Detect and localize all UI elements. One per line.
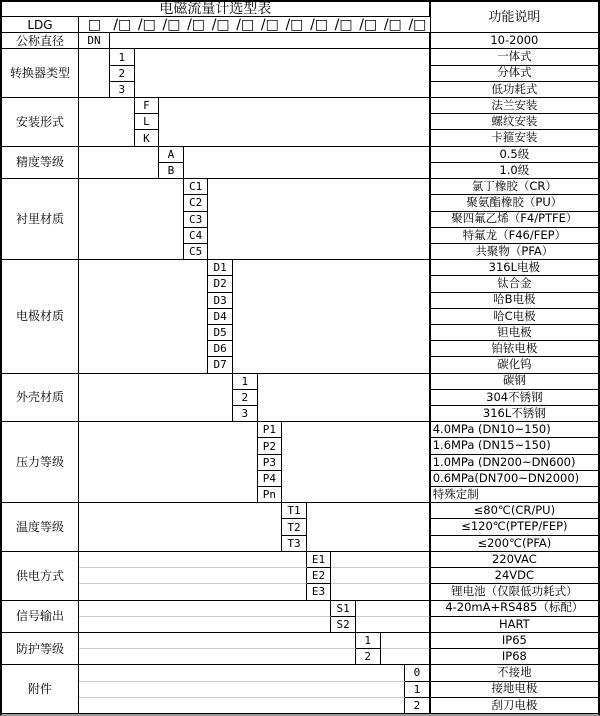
option-desc-cell: 铂铱电极 <box>430 341 598 357</box>
option-desc-cell: ≤120℃(PTEP/FEP) <box>430 519 598 535</box>
option-code-cell: P4 <box>258 471 283 487</box>
filler-cell <box>208 179 429 260</box>
option-code-cell: P3 <box>258 455 283 471</box>
filler-cell <box>79 568 307 584</box>
option-code-cell: K <box>135 130 160 146</box>
option-code-cell: Pn <box>258 487 283 503</box>
option-desc-cell: 锂电池（仅限低功耗式） <box>430 584 598 600</box>
filler-cell <box>79 649 356 665</box>
group-label: 精度等级 <box>2 147 79 179</box>
filler-cell <box>110 33 430 49</box>
option-desc-cell: 哈C电极 <box>430 309 598 325</box>
model-code-box: /□ <box>381 17 406 33</box>
option-code-cell: 1 <box>405 682 430 698</box>
filler-cell <box>79 422 258 503</box>
option-desc-cell: 1.6MPa (DN15~150) <box>430 438 598 454</box>
group-label: 信号输出 <box>2 601 79 633</box>
option-desc-cell: 碳钢 <box>430 374 598 390</box>
filler-cell <box>79 374 233 423</box>
group-label: 温度等级 <box>2 503 79 552</box>
group-label: 电极材质 <box>2 260 79 373</box>
filler-cell <box>79 633 356 649</box>
option-desc-cell: 10-2000 <box>430 33 598 49</box>
group-label: 外壳材质 <box>2 374 79 423</box>
option-code-cell: 0 <box>405 665 430 681</box>
model-code-box: /□ <box>208 17 233 33</box>
option-desc-cell: 刮刀电极 <box>430 698 598 714</box>
group-label: 公称直径 <box>2 33 79 49</box>
filler-cell <box>331 584 429 600</box>
filler-cell <box>79 552 307 568</box>
option-code-cell: D7 <box>208 357 233 373</box>
filler-cell <box>79 147 159 179</box>
option-desc-cell: 316L电极 <box>430 260 598 276</box>
option-desc-cell: IP65 <box>430 633 598 649</box>
filler-cell <box>79 665 405 681</box>
filler-cell <box>258 374 430 423</box>
filler-cell <box>356 617 430 633</box>
option-desc-cell: 特氟龙（F46/FEP） <box>430 228 598 244</box>
option-desc-cell: 316L不锈钢 <box>430 406 598 422</box>
group-label: 安装形式 <box>2 98 79 147</box>
model-code-box: /□ <box>258 17 283 33</box>
option-code-cell: 1 <box>356 633 381 649</box>
option-desc-cell: 特殊定制 <box>430 487 598 503</box>
model-code-box: /□ <box>184 17 209 33</box>
option-desc-cell: 聚四氟乙烯（F4/PTFE） <box>430 212 598 228</box>
filler-cell <box>79 503 282 552</box>
filler-cell <box>79 601 331 617</box>
option-code-cell: C3 <box>184 212 209 228</box>
option-desc-cell: 1.0级 <box>430 163 598 179</box>
option-code-cell: D2 <box>208 276 233 292</box>
option-desc-cell: 4-20mA+RS485（标配） <box>430 601 598 617</box>
filler-cell <box>307 503 430 552</box>
option-code-cell: 2 <box>110 66 135 82</box>
option-code-cell: 2 <box>233 390 258 406</box>
option-code-cell: C2 <box>184 195 209 211</box>
option-code-cell: D6 <box>208 341 233 357</box>
option-desc-cell: 卡箍安装 <box>430 130 598 146</box>
filler-cell <box>331 568 429 584</box>
option-code-cell: D4 <box>208 309 233 325</box>
option-desc-cell: 一体式 <box>430 49 598 65</box>
option-desc-cell: 螺纹安装 <box>430 114 598 130</box>
model-code-box: □ <box>79 17 110 33</box>
option-desc-cell: 低功耗式 <box>430 82 598 98</box>
option-code-cell: D5 <box>208 325 233 341</box>
option-code-cell: E1 <box>307 552 332 568</box>
option-code-cell: 1 <box>233 374 258 390</box>
option-code-cell: 2 <box>356 649 381 665</box>
option-code-cell: C4 <box>184 228 209 244</box>
option-desc-cell: IP68 <box>430 649 598 665</box>
filler-cell <box>331 552 429 568</box>
model-code-box: /□ <box>110 17 135 33</box>
option-code-cell: T1 <box>282 503 307 519</box>
option-code-cell: P1 <box>258 422 283 438</box>
option-desc-cell: 0.5级 <box>430 147 598 163</box>
option-code-cell: D3 <box>208 293 233 309</box>
option-desc-cell: ≤80℃(CR/PU) <box>430 503 598 519</box>
option-desc-cell: 304不锈钢 <box>430 390 598 406</box>
option-desc-cell: 哈B电极 <box>430 293 598 309</box>
option-desc-cell: 24VDC <box>430 568 598 584</box>
option-desc-cell: 钛合金 <box>430 276 598 292</box>
option-code-cell: E3 <box>307 584 332 600</box>
option-code-cell: T3 <box>282 536 307 552</box>
model-code-box: /□ <box>159 17 184 33</box>
filler-cell <box>79 584 307 600</box>
option-desc-cell: ≤200℃(PFA) <box>430 536 598 552</box>
filler-cell <box>79 260 208 373</box>
filler-cell <box>79 49 110 98</box>
group-label: 防护等级 <box>2 633 79 665</box>
model-code-box: /□ <box>233 17 258 33</box>
option-desc-cell: 不接地 <box>430 665 598 681</box>
filler-cell <box>79 617 331 633</box>
option-code-cell: T2 <box>282 519 307 535</box>
option-desc-cell: 4.0MPa (DN10~150) <box>430 422 598 438</box>
option-desc-cell: 共聚物（PFA） <box>430 244 598 260</box>
option-desc-cell: 碳化钨 <box>430 357 598 373</box>
group-label: 衬里材质 <box>2 179 79 260</box>
option-code-cell: 3 <box>110 82 135 98</box>
option-desc-cell: 1.0MPa (DN200~DN600) <box>430 455 598 471</box>
filler-cell <box>184 147 430 179</box>
option-desc-cell: 分体式 <box>430 66 598 82</box>
filler-cell <box>282 422 430 503</box>
filler-cell <box>381 649 430 665</box>
table-title: 电磁流量计选型表 <box>2 2 430 17</box>
group-label: 压力等级 <box>2 422 79 503</box>
option-code-cell: D1 <box>208 260 233 276</box>
filler-cell <box>233 260 430 373</box>
group-label: 转换器类型 <box>2 49 79 98</box>
option-code-cell: C1 <box>184 179 209 195</box>
filler-cell <box>79 698 405 714</box>
option-code-cell: L <box>135 114 160 130</box>
option-code-cell: B <box>159 163 184 179</box>
option-code-cell: S2 <box>331 617 356 633</box>
filler-cell <box>79 98 135 147</box>
option-code-cell: P2 <box>258 438 283 454</box>
option-desc-cell: 220VAC <box>430 552 598 568</box>
option-desc-cell: 聚氨酯橡胶（PU） <box>430 195 598 211</box>
option-code-cell: 2 <box>405 698 430 714</box>
filler-cell <box>356 601 430 617</box>
option-desc-cell: HART <box>430 617 598 633</box>
filler-cell <box>79 179 184 260</box>
function-column-header: 功能说明 <box>430 2 598 33</box>
filler-cell <box>381 633 430 649</box>
option-code-cell: S1 <box>331 601 356 617</box>
model-code-box: /□ <box>282 17 307 33</box>
option-desc-cell: 法兰安装 <box>430 98 598 114</box>
option-code-cell: 3 <box>233 406 258 422</box>
model-code-box: /□ <box>307 17 332 33</box>
model-prefix: LDG <box>2 17 79 33</box>
option-code-cell: F <box>135 98 160 114</box>
option-code-cell: E2 <box>307 568 332 584</box>
model-code-box: /□ <box>405 17 430 33</box>
option-code-cell: 1 <box>110 49 135 65</box>
option-desc-cell: 氯丁橡胶（CR） <box>430 179 598 195</box>
group-label: 供电方式 <box>2 552 79 601</box>
model-code-box: /□ <box>135 17 160 33</box>
model-code-box: /□ <box>356 17 381 33</box>
group-label: 附件 <box>2 665 79 714</box>
option-desc-cell: 0.6MPa(DN700~DN2000) <box>430 471 598 487</box>
option-code-cell: A <box>159 147 184 163</box>
option-desc-cell: 接地电极 <box>430 682 598 698</box>
filler-cell <box>159 98 430 147</box>
option-desc-cell: 钽电极 <box>430 325 598 341</box>
option-code-cell: C5 <box>184 244 209 260</box>
model-code-box: /□ <box>331 17 356 33</box>
filler-cell <box>135 49 430 98</box>
option-code-cell: DN <box>79 33 110 49</box>
filler-cell <box>79 682 405 698</box>
